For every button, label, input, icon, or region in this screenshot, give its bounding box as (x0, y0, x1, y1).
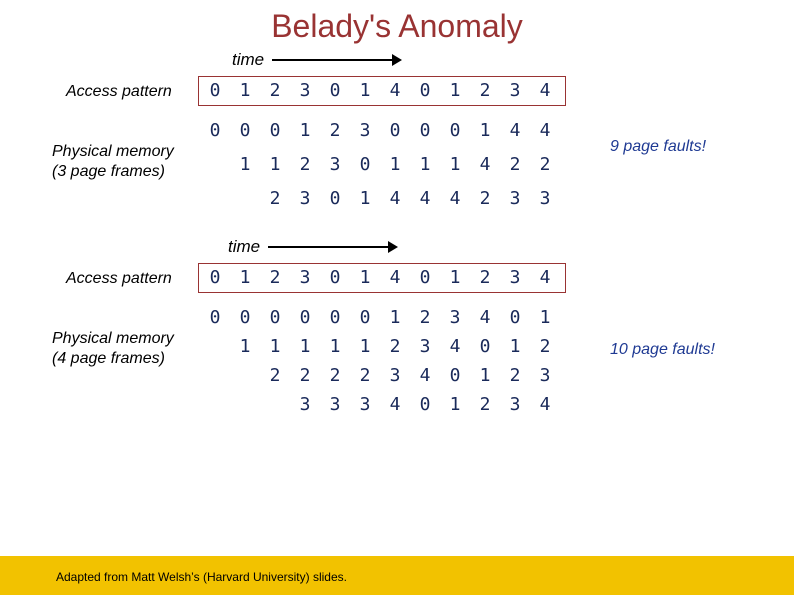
page-number: 1 (539, 307, 551, 328)
page-number: 4 (449, 188, 461, 209)
page-number: 1 (359, 336, 371, 357)
page-number: 0 (389, 120, 401, 141)
page-number: 2 (419, 307, 431, 328)
page-number: 1 (449, 394, 461, 415)
page-number: 3 (359, 394, 371, 415)
page-number: 1 (419, 154, 431, 175)
page-number: 3 (359, 120, 371, 141)
page-number: 2 (329, 365, 341, 386)
page-number: 4 (389, 80, 401, 101)
arrow-icon (272, 59, 400, 61)
page-number: 3 (509, 80, 521, 101)
page-number: 1 (269, 336, 281, 357)
page-number: 4 (539, 394, 551, 415)
page-number: 2 (329, 120, 341, 141)
page-number: 3 (509, 188, 521, 209)
access-pattern-label: Access pattern (66, 83, 172, 100)
page-number: 0 (299, 307, 311, 328)
page-number: 4 (449, 336, 461, 357)
page-number: 2 (359, 365, 371, 386)
physical-memory-label (52, 142, 174, 182)
page-number: 1 (329, 336, 341, 357)
memory-label-line2: (4 page frames) (52, 350, 165, 367)
page-number: 1 (359, 267, 371, 288)
page-number: 2 (299, 154, 311, 175)
memory-label-line1: Physical memory (52, 143, 174, 160)
page-number: 2 (269, 80, 281, 101)
page-number: 3 (329, 154, 341, 175)
page-number: 4 (479, 307, 491, 328)
page-number: 4 (419, 365, 431, 386)
page-number: 4 (389, 267, 401, 288)
page-number: 4 (539, 267, 551, 288)
page-number: 4 (539, 80, 551, 101)
page-number: 1 (479, 120, 491, 141)
arrow-icon (268, 246, 396, 248)
slide-title: Belady's Anomaly (271, 8, 523, 44)
page-number: 0 (209, 80, 221, 101)
page-number: 0 (419, 267, 431, 288)
page-number: 0 (329, 188, 341, 209)
page-number: 0 (449, 365, 461, 386)
time-arrow-2 (228, 237, 396, 257)
page-number: 0 (269, 120, 281, 141)
page-number: 0 (269, 307, 281, 328)
page-number: 0 (329, 307, 341, 328)
page-number: 2 (539, 336, 551, 357)
page-number: 3 (509, 394, 521, 415)
page-number: 2 (509, 154, 521, 175)
page-number: 1 (299, 120, 311, 141)
page-number: 3 (299, 80, 311, 101)
page-number: 1 (239, 336, 251, 357)
fault-count: 9 page faults! (610, 138, 707, 155)
page-number: 3 (389, 365, 401, 386)
page-number: 4 (389, 394, 401, 415)
page-number: 3 (299, 188, 311, 209)
page-number: 3 (299, 394, 311, 415)
page-number: 0 (239, 307, 251, 328)
page-number: 2 (509, 365, 521, 386)
page-number: 4 (419, 188, 431, 209)
page-number: 4 (389, 188, 401, 209)
page-number: 0 (239, 120, 251, 141)
page-number: 1 (359, 80, 371, 101)
page-number: 1 (299, 336, 311, 357)
page-number: 3 (419, 336, 431, 357)
time-label: time (228, 237, 261, 256)
page-number: 2 (389, 336, 401, 357)
page-number: 2 (479, 80, 491, 101)
page-number: 4 (509, 120, 521, 141)
fault-count: 10 page faults! (610, 341, 715, 358)
page-number: 1 (389, 154, 401, 175)
page-number: 1 (449, 267, 461, 288)
page-number: 0 (479, 336, 491, 357)
page-number: 2 (479, 188, 491, 209)
memory-label-line2: (3 page frames) (52, 163, 165, 180)
page-number: 1 (389, 307, 401, 328)
page-number: 1 (239, 267, 251, 288)
page-number: 2 (479, 394, 491, 415)
page-number: 3 (449, 307, 461, 328)
page-number: 0 (419, 394, 431, 415)
time-label: time (232, 50, 265, 69)
page-number: 1 (359, 188, 371, 209)
page-number: 2 (269, 188, 281, 209)
physical-memory-label (52, 329, 174, 369)
page-number: 1 (449, 154, 461, 175)
page-number: 3 (539, 188, 551, 209)
page-number: 2 (269, 267, 281, 288)
page-number: 0 (359, 154, 371, 175)
page-number: 0 (329, 267, 341, 288)
page-number: 3 (329, 394, 341, 415)
access-pattern-label: Access pattern (66, 270, 172, 287)
page-number: 1 (479, 365, 491, 386)
page-number: 4 (539, 120, 551, 141)
page-number: 2 (269, 365, 281, 386)
page-number: 3 (299, 267, 311, 288)
page-number: 1 (239, 154, 251, 175)
page-number: 0 (209, 307, 221, 328)
page-number: 0 (419, 120, 431, 141)
page-number: 0 (359, 307, 371, 328)
page-number: 2 (299, 365, 311, 386)
page-number: 2 (539, 154, 551, 175)
page-number: 0 (329, 80, 341, 101)
page-number: 0 (209, 120, 221, 141)
page-number: 1 (239, 80, 251, 101)
page-number: 3 (509, 267, 521, 288)
page-number: 4 (479, 154, 491, 175)
page-number: 1 (269, 154, 281, 175)
page-number: 3 (539, 365, 551, 386)
page-number: 1 (509, 336, 521, 357)
page-number: 0 (209, 267, 221, 288)
page-number: 0 (449, 120, 461, 141)
page-number: 1 (449, 80, 461, 101)
footer-credit: Adapted from Matt Welsh’s (Harvard University) slides. (56, 570, 347, 584)
memory-label-line1: Physical memory (52, 330, 174, 347)
page-number: 0 (509, 307, 521, 328)
time-arrow-1 (232, 50, 400, 70)
page-number: 0 (419, 80, 431, 101)
page-number: 2 (479, 267, 491, 288)
